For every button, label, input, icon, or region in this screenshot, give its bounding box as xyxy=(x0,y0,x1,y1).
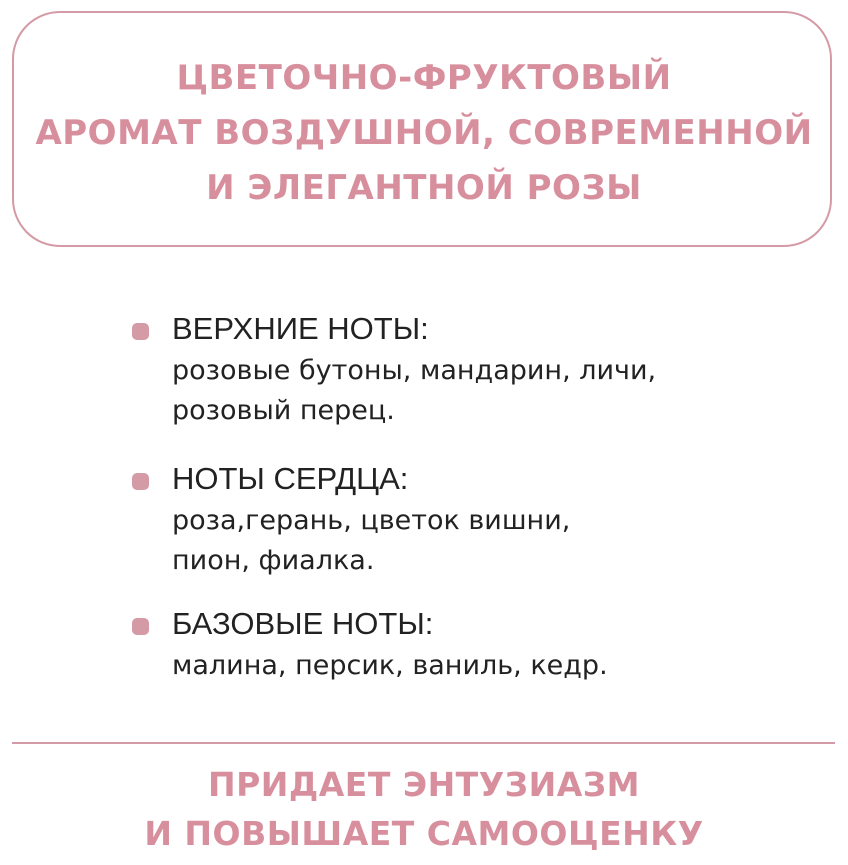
bullet-icon xyxy=(132,323,149,340)
note-line: розовый перец. xyxy=(172,395,395,426)
title-line-2: АРОМАТ ВОЗДУШНОЙ, СОВРЕМЕННОЙ xyxy=(35,113,813,153)
title-line-1: ЦВЕТОЧНО-ФРУКТОВЫЙ xyxy=(176,58,672,98)
note-line: роза,герань, цветок вишни, xyxy=(172,505,571,536)
divider xyxy=(12,742,835,744)
bullet-icon xyxy=(132,618,149,635)
note-title-heart: НОТЫ СЕРДЦА: xyxy=(172,461,409,496)
note-title-top: ВЕРХНИЕ НОТЫ: xyxy=(172,311,429,346)
note-line: пион, фиалка. xyxy=(172,545,375,576)
note-line: малина, персик, ваниль, кедр. xyxy=(172,650,608,681)
footer-line-2: И ПОВЫШАЕТ САМООЦЕНКУ xyxy=(144,814,704,853)
note-line: розовые бутоны, мандарин, личи, xyxy=(172,355,657,386)
note-title-base: БАЗОВЫЕ НОТЫ: xyxy=(172,606,434,641)
bullet-icon xyxy=(132,473,149,490)
title-line-3: И ЭЛЕГАНТНОЙ РОЗЫ xyxy=(206,168,642,208)
footer-line-1: ПРИДАЕТ ЭНТУЗИАЗМ xyxy=(207,765,641,804)
